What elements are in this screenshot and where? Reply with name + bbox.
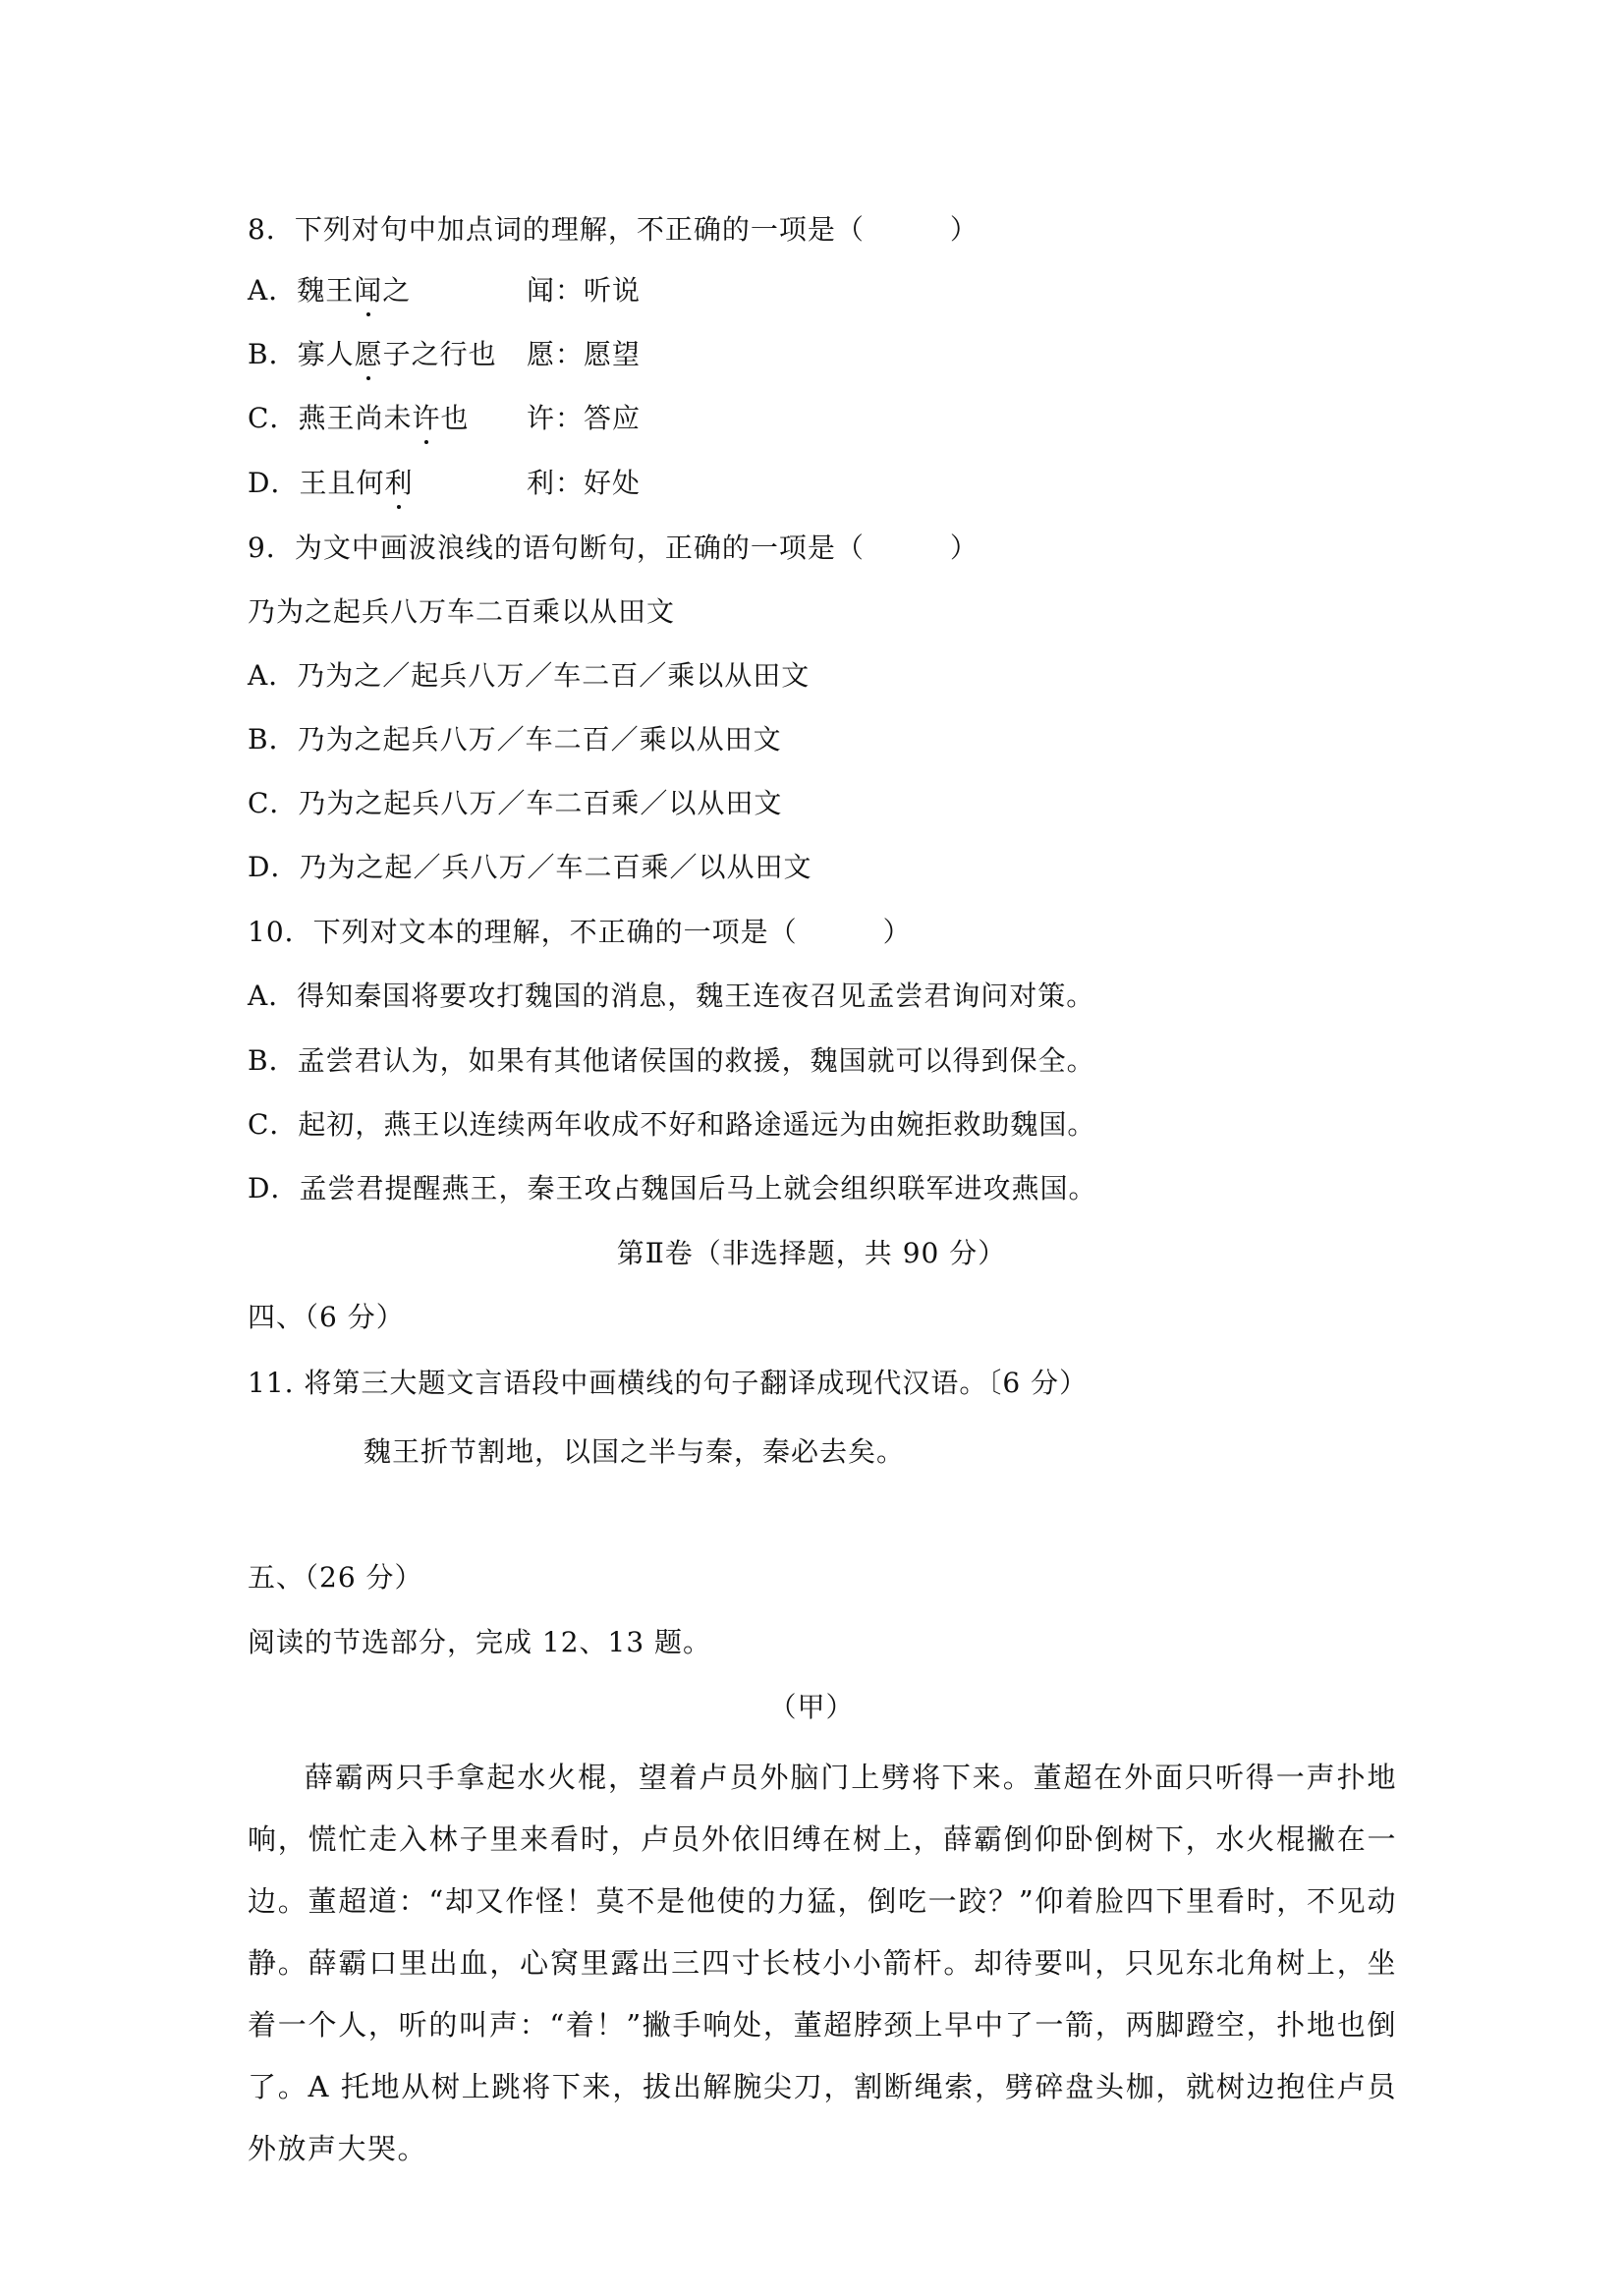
dotted-word: 许 — [412, 399, 440, 438]
q10-option-a: A．得知秦国将要攻打魏国的消息，魏王连夜召见孟尝君询问对策。 — [248, 980, 1095, 1012]
option-letter: C． — [248, 402, 299, 434]
q10-option-c: C．起初，燕王以连续两年收成不好和路途遥远为由婉拒救助魏国。 — [248, 1108, 1096, 1141]
q9-sentence: 乃为之起兵八万车二百乘以从田文 — [248, 595, 676, 628]
option-gloss: 利：好处 — [527, 467, 642, 499]
option-text-post: 子之行也 — [382, 338, 497, 370]
q9-option-d: D．乃为之起／兵八万／车二百乘／以从田文 — [248, 851, 812, 883]
passage-label: （甲） — [768, 1691, 855, 1723]
option-gloss: 愿：愿望 — [527, 338, 642, 370]
option-letter: D． — [248, 467, 300, 499]
q8-option-c — [248, 399, 642, 438]
dotted-word: 闻 — [354, 271, 382, 310]
q8-stem: 8．下列对句中加点词的理解，不正确的一项是（ ） — [248, 213, 979, 246]
option-letter: A． — [248, 274, 298, 307]
q9-option-b: B．乃为之起兵八万／车二百／乘以从田文 — [248, 723, 782, 756]
option-text-post: 也 — [440, 402, 470, 434]
q11-stem: 11. 将第三大题文言语段中画横线的句子翻译成现代汉语。〔6 分） — [248, 1367, 1089, 1399]
option-letter: B． — [248, 338, 298, 370]
section4-heading: 四、（6 分） — [248, 1301, 405, 1333]
option-gloss: 闻：听说 — [527, 274, 642, 307]
dotted-word: 利 — [384, 464, 413, 503]
q8-option-b — [248, 335, 642, 374]
q10-option-b: B．孟尝君认为，如果有其他诸侯国的救援，魏国就可以得到保全。 — [248, 1044, 1095, 1077]
q10-option-d: D．孟尝君提醒燕王，秦王攻占魏国后马上就会组织联军进攻燕国。 — [248, 1172, 1097, 1204]
q10-stem: 10．下列对文本的理解，不正确的一项是（ ） — [248, 916, 912, 948]
q9-option-c: C．乃为之起兵八万／车二百乘／以从田文 — [248, 787, 783, 819]
q11-sentence: 魏王折节割地，以国之半与秦，秦必去矣。 — [364, 1435, 906, 1468]
q9-option-a: A．乃为之／起兵八万／车二百／乘以从田文 — [248, 659, 811, 692]
section5-intro: 阅读的节选部分，完成 12、13 题。 — [248, 1626, 712, 1658]
option-text-post: 之 — [382, 274, 412, 307]
option-text-pre: 寡人 — [297, 338, 355, 370]
dotted-word: 愿 — [355, 335, 383, 374]
q9-stem: 9．为文中画波浪线的语句断句，正确的一项是（ ） — [248, 532, 979, 564]
option-text-pre: 魏王 — [297, 274, 355, 307]
q8-option-d — [248, 464, 642, 503]
volume2-title: 第Ⅱ卷（非选择题，共 90 分） — [616, 1237, 1007, 1269]
passage-paragraph: 薛霸两只手拿起水火棍，望着卢员外脑门上劈将下来。董超在外面只听得一声扑地响，慌忙走入林子里来看时，卢员外依旧缚在树上，薛霸倒仰卧倒树下，水火棍撇在一边。董超道：“却又作怪！莫不是他使的力猛，倒吃一跤？”仰着脸四下里看时，不见动静。薛霸口里出血，心窝里露出三四寸长枝小小箭杆。却待要叫，只见东北角树上，坐着一个人，听的叫声：“着！”撇手响处，董超脖颈上早中了一箭，两脚蹬空，扑地也倒了。A 托地从树上跳将下来，拔出解腕尖刀，割断绳索，劈碎盘头枷，就树边抱住卢员外放声大哭。 — [248, 1761, 1397, 2165]
option-gloss: 许：答应 — [527, 402, 642, 434]
option-text-pre: 王且何 — [299, 467, 385, 499]
option-text-pre: 燕王尚未 — [298, 402, 413, 434]
q8-option-a — [248, 271, 642, 310]
section5-heading: 五、（26 分） — [248, 1561, 423, 1594]
